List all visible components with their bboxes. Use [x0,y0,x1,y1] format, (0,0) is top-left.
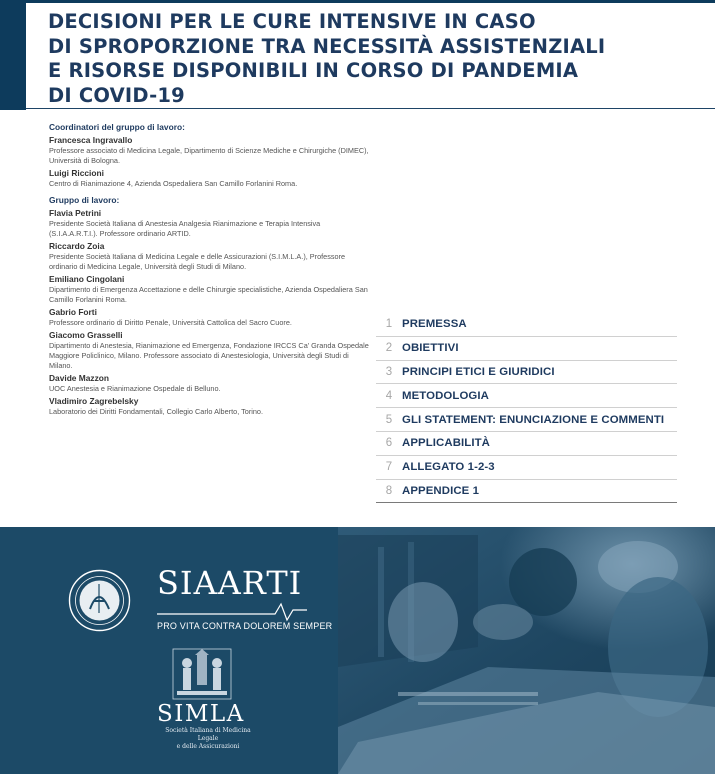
title-side-accent [0,3,26,110]
simla-logo-text: SIMLA [157,701,245,727]
toc-label: APPLICABILITÀ [402,437,490,450]
toc-item-statement[interactable] [376,408,677,432]
toc-number: 7 [385,461,393,474]
working-group-entry [49,330,369,371]
working-group-entry [49,208,369,239]
member-name: Gabrio Forti [49,307,97,317]
member-affiliation: Presidente Società Italiana di Anestesia Analgesia Rianimazione e Terapia Intensiva (S.I.A.A.R.T.I.). Professore ordinario ARTID. [49,219,321,238]
toc-item-metodologia[interactable] [376,384,677,408]
document-title [48,10,698,108]
simla-subtitle-line: Società Italiana di Medicina Legale [165,727,251,742]
coordinators-heading: Coordinatori del gruppo di lavoro: [49,122,185,132]
working-group-entry [49,396,369,417]
top-accent-bar [0,0,715,3]
toc-item-applicabilita[interactable] [376,432,677,456]
working-group-entry [49,373,369,394]
coordinator-entry [49,135,369,166]
member-affiliation: Presidente Società Italiana di Medicina Legale e delle Assicurazioni (S.I.M.L.A.), Professore ordinario di Medicina Legale, Università degli Studi di Milano. [49,252,346,271]
simla-emblem-logo [167,645,237,702]
toc-label: PRINCIPI ETICI E GIURIDICI [402,365,555,378]
member-affiliation: Professore associato di Medicina Legale, Dipartimento di Scienze Mediche e Chirurgiche (DIMEC), Università di Bologna. [49,146,369,165]
member-name: Davide Mazzon [49,373,110,383]
title-line: DI SPROPORZIONE TRA NECESSITÀ ASSISTENZIALI [48,34,606,58]
surgery-photo [338,527,715,774]
member-affiliation: Laboratorio dei Diritti Fondamentali, Collegio Carlo Alberto, Torino. [49,407,264,416]
toc-number: 6 [385,437,393,450]
member-name: Flavia Petrini [49,208,102,218]
title-line: E RISORSE DISPONIBILI IN CORSO DI PANDEMIA [48,59,579,82]
title-divider [26,108,715,109]
toc-number: 8 [385,484,393,497]
table-of-contents [376,313,677,503]
toc-label: PREMESSA [402,318,467,331]
toc-number: 4 [385,389,393,402]
working-group-heading: Gruppo di lavoro: [49,195,120,205]
toc-label: APPENDICE 1 [402,484,480,497]
member-affiliation: Centro di Rianimazione 4, Azienda Ospedaliera San Camillo Forlanini Roma. [49,179,298,188]
footer-band [0,527,715,774]
toc-number: 5 [385,413,393,426]
member-name: Riccardo Zoia [49,241,105,251]
siaarti-seal-logo [68,569,131,632]
member-affiliation: Dipartimento di Anestesia, Rianimazione ed Emergenza, Fondazione IRCCS Ca' Granda Ospedale Maggiore Policlinico, Milano. Professore associato di Anestesiologia, Università degli Studi di Milano. [49,341,369,370]
title-line: DI COVID-19 [48,83,185,107]
toc-number: 1 [385,318,393,331]
credits-section [49,122,369,417]
siaarti-motto: PRO VITA CONTRA DOLOREM SEMPER [157,621,333,631]
toc-number: 3 [385,365,393,378]
member-affiliation: UOC Anestesia e Rianimazione Ospedale di Belluno. [49,384,221,393]
toc-item-appendice[interactable] [376,480,677,504]
member-name: Luigi Riccioni [49,168,104,178]
member-name: Emiliano Cingolani [49,274,125,284]
heartbeat-icon [157,600,307,622]
member-name: Francesca Ingravallo [49,135,133,145]
simla-subtitle-line: e delle Assicurazioni [176,743,240,750]
toc-label: METODOLOGIA [402,389,489,402]
toc-item-allegato[interactable] [376,456,677,480]
toc-item-obiettivi[interactable] [376,337,677,361]
working-group-entry [49,241,369,272]
toc-item-premessa[interactable] [376,313,677,337]
member-name: Giacomo Grasselli [49,330,123,340]
toc-label: GLI STATEMENT: ENUNCIAZIONE E COMMENTI [402,413,665,426]
member-affiliation: Dipartimento di Emergenza Accettazione e delle Chirurgie specialistiche, Azienda Ospedaliera San Camillo Forlanini Roma. [49,285,368,304]
siaarti-logo-text: SIAARTI [157,564,303,602]
toc-number: 2 [385,342,393,355]
member-name: Vladimiro Zagrebelsky [49,396,139,406]
working-group-entry [49,274,369,305]
title-line: DECISIONI PER LE CURE INTENSIVE IN CASO [48,10,536,33]
toc-label: OBIETTIVI [402,342,459,355]
toc-item-principi[interactable] [376,361,677,385]
working-group-entry [49,307,369,328]
member-affiliation: Professore ordinario di Diritto Penale, Università Cattolica del Sacro Cuore. [49,318,292,327]
coordinator-entry [49,168,369,189]
simla-subtitle [158,727,258,751]
toc-label: ALLEGATO 1-2-3 [402,461,495,474]
